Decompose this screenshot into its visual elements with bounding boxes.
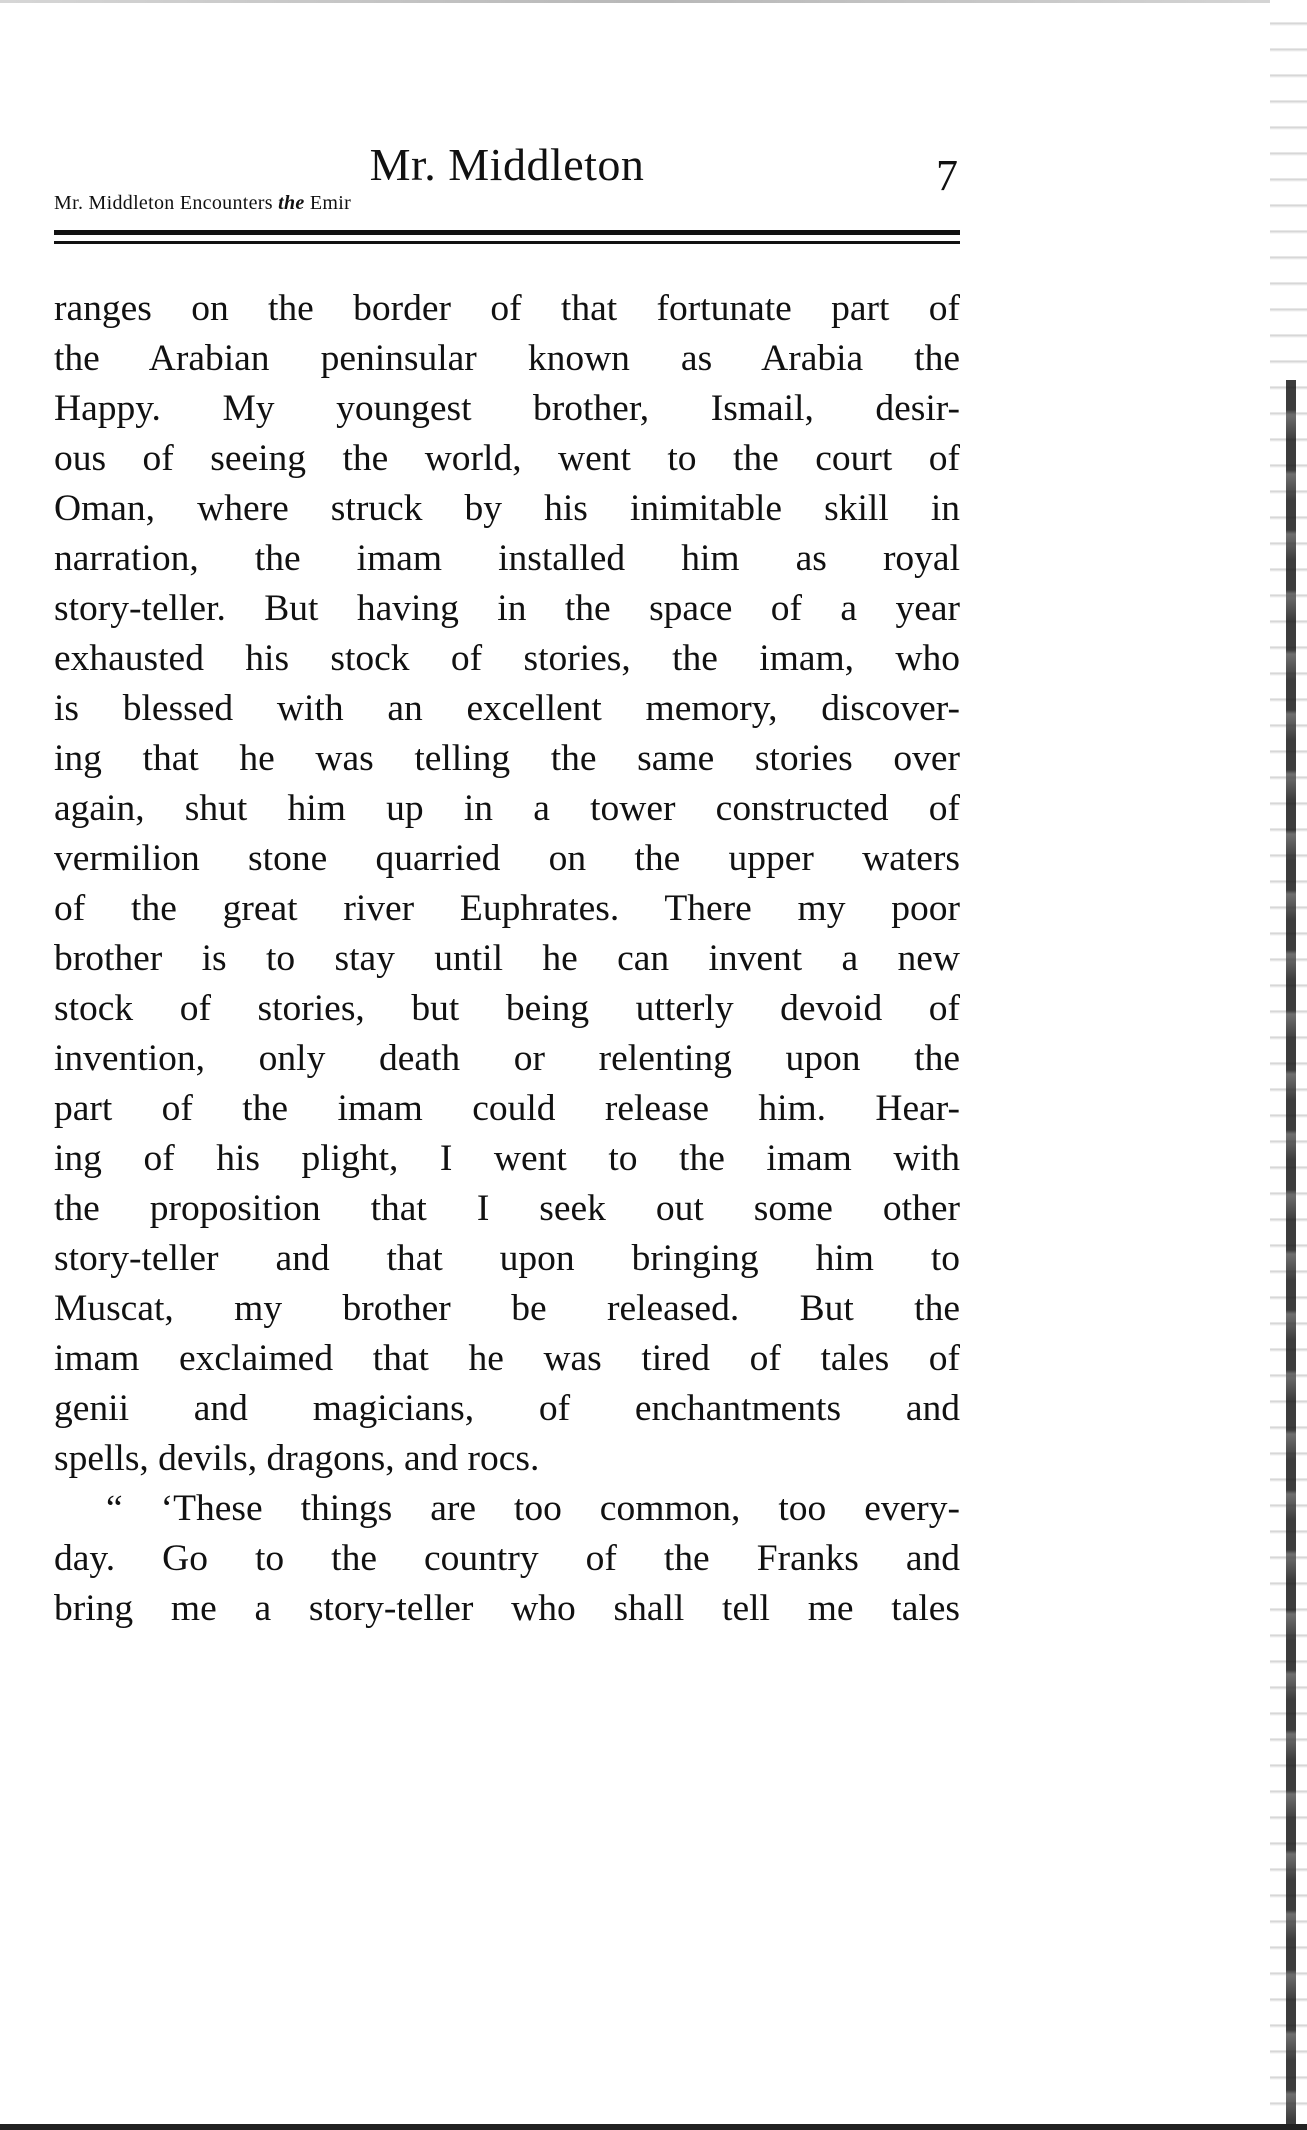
text-line: bring me a story-teller who shall tell me tales: [54, 1588, 960, 1629]
text-line: story-teller. But having in the space of a year: [54, 588, 960, 629]
scan-top-edge: [0, 0, 1307, 3]
running-head: [54, 138, 960, 228]
text-line: the Arabian peninsular known as Arabia the: [54, 338, 960, 379]
text-line: ranges on the border of that fortunate part of: [54, 288, 960, 329]
text-line: Muscat, my brother be released. But the: [54, 1288, 960, 1329]
body-text: [54, 284, 960, 1634]
text-line: is blessed with an excellent memory, discover-: [54, 688, 960, 729]
text-line: spells, devils, dragons, and rocs.: [54, 1438, 540, 1479]
running-title: Mr. Middleton: [369, 139, 645, 190]
text-line: ing that he was telling the same stories over: [54, 738, 960, 779]
header-rule-thick: [54, 230, 960, 235]
text-line: narration, the imam installed him as royal: [54, 538, 960, 579]
scan-bottom-edge: [0, 2124, 1307, 2130]
text-line: genii and magicians, of enchantments and: [54, 1388, 960, 1429]
subtitle-part-2: Emir: [304, 192, 352, 214]
text-line: invention, only death or relenting upon the: [54, 1038, 960, 1079]
text-line: Oman, where struck by his inimitable skill in: [54, 488, 960, 529]
subtitle-part-1: Mr. Middleton Encounters: [54, 192, 279, 214]
text-line: the proposition that I seek out some other: [54, 1188, 960, 1229]
text-line: brother is to stay until he can invent a new: [54, 938, 960, 979]
header-rule-thin: [54, 241, 960, 244]
text-line: part of the imam could release him. Hear-: [54, 1088, 960, 1129]
text-line: of the great river Euphrates. There my poor: [54, 888, 960, 929]
text-line: again, shut him up in a tower constructed of: [54, 788, 960, 829]
text-line: story-teller and that upon bringing him to: [54, 1238, 960, 1279]
text-line: “ ‘These things are too common, too every-: [106, 1488, 960, 1529]
text-line: exhausted his stock of stories, the imam, who: [54, 638, 960, 679]
text-line: ing of his plight, I went to the imam with: [54, 1138, 960, 1179]
text-line: day. Go to the country of the Franks and: [54, 1538, 960, 1579]
subtitle-the: the: [278, 192, 305, 214]
text-line: vermilion stone quarried on the upper waters: [54, 838, 960, 879]
text-line: stock of stories, but being utterly devoid of: [54, 988, 960, 1029]
scan-right-edge: [1286, 380, 1296, 2130]
text-line: imam exclaimed that he was tired of tales of: [54, 1338, 960, 1379]
text-line: Happy. My youngest brother, Ismail, desir-: [54, 388, 960, 429]
page-number: 7: [936, 151, 958, 200]
running-subtitle: [54, 192, 351, 215]
text-line: ous of seeing the world, went to the court of: [54, 438, 960, 479]
